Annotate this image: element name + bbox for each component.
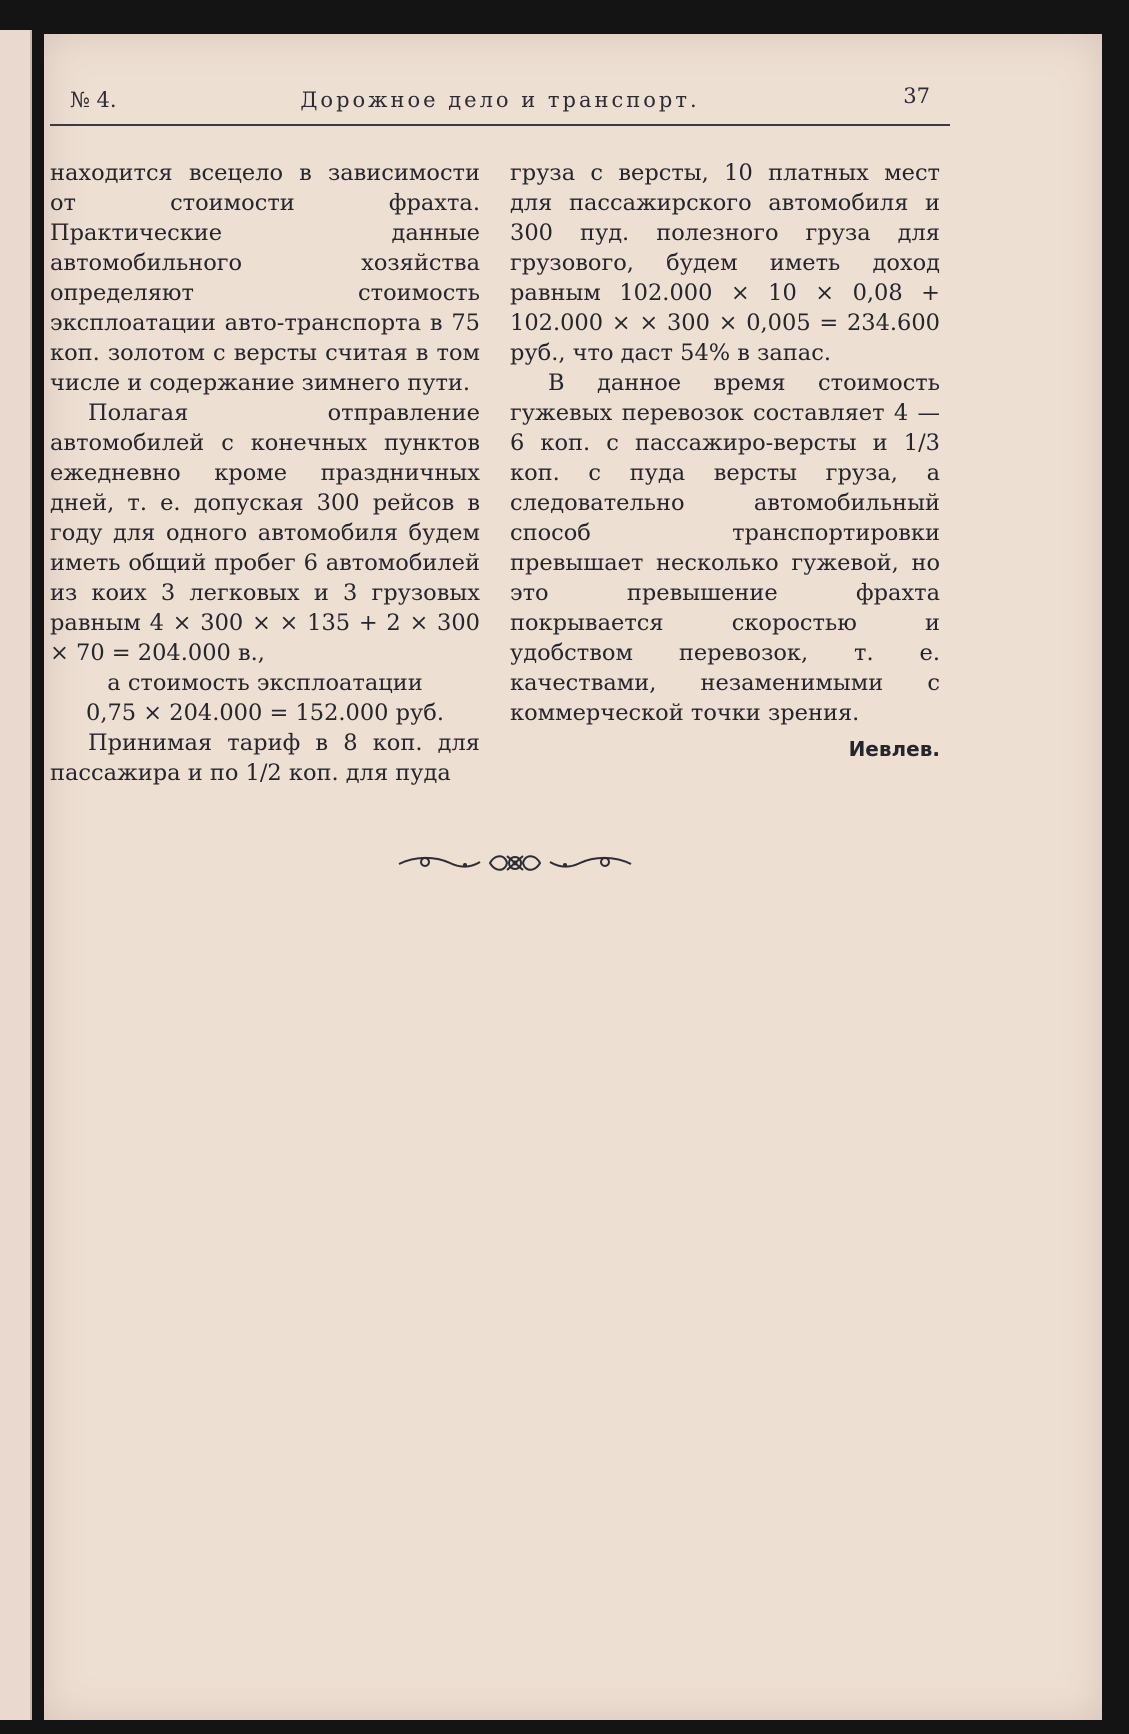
adjacent-page-edge [0, 30, 32, 1720]
author-signature: Иевлев. [848, 737, 940, 761]
formula-line: а стоимость эксплоатации [107, 670, 423, 696]
paragraph: находится всецело в зависимости от стоимости фрахта. Практические данные автомобильного хозяйства определяют стоимость эксплоатации авто-транспорта в 75 коп. золотом с версты считая в том числе и содержание зимнего пути. [50, 160, 480, 396]
running-title: Дорожное дело и транспорт. [300, 88, 700, 112]
ornament-divider-icon [395, 848, 635, 878]
paragraph: Принимая тариф в 8 коп. для пассажира и по 1/2 коп. для пуда [50, 730, 480, 786]
page-number: 37 [903, 84, 930, 108]
formula-line: 0,75 × 204.000 = 152.000 руб. [86, 700, 444, 726]
left-column [50, 158, 480, 788]
issue-number: № 4. [70, 88, 117, 112]
paragraph: В данное время стоимость гужевых перевозок составляет 4 — 6 коп. с пассажиро-версты и 1/3 коп. с пуда версты груза, а следовательно автомобильный способ транспортировки превышает несколько гужевой, но это превышение фрахта покрывается скоростью и удобством перевозок, т. е. качествами, незаменимыми с коммерческой точки зрения. [510, 370, 940, 726]
header-rule [50, 124, 950, 126]
paragraph: груза с версты, 10 платных мест для пассажирского автомобиля и 300 пуд. полезного груза для грузового, будем иметь доход равным 102.000 × 10 × 0,08 + 102.000 × × 300 × 0,005 = 234.600 руб., что даст 54% в запас. [510, 160, 940, 366]
running-header [50, 84, 950, 124]
right-column [510, 158, 940, 764]
paragraph: Полагая отправление автомобилей с конечных пунктов ежедневно кроме праздничных дней, т. е. допуская 300 рейсов в году для одного автомобиля будем иметь общий пробег 6 автомобилей из коих 3 легковых и 3 грузовых равным 4 × 300 × × 135 + 2 × 300 × 70 = 204.000 в., [50, 400, 480, 666]
